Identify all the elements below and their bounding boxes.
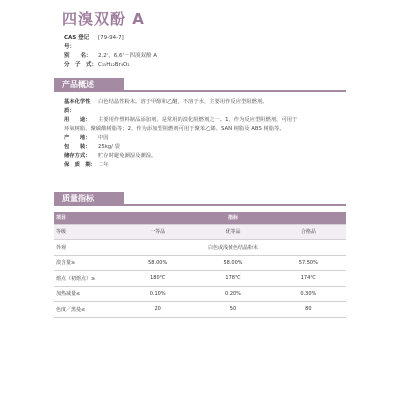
grade-label: 等级: [54, 224, 120, 240]
packaging-value: 25kg/ 袋: [98, 144, 120, 150]
cell: 20: [120, 302, 195, 318]
cell: 50: [195, 302, 270, 318]
section-divider: [54, 90, 346, 92]
overview-row: [64, 116, 344, 125]
table-row: [54, 255, 346, 271]
row-label: 加热减量≤: [54, 286, 120, 302]
overview-block: [64, 98, 344, 170]
alias-label: 别 名：: [64, 53, 92, 59]
overview-row: [64, 152, 344, 161]
quality-heading: 质量指标: [54, 192, 124, 206]
row-label: 溴含量≥: [54, 255, 120, 271]
usage-value-continued: 环氧树脂、聚碳酸树脂等；2、作为添加型阻燃剂可用于聚苯乙烯、SAN 树脂及 ABS 树脂等。: [64, 126, 285, 132]
cell: 174℃: [271, 271, 346, 287]
index-header: 指标: [120, 212, 346, 224]
grade-qualified: 合格品: [271, 224, 346, 240]
grade-superior: 优等品: [195, 224, 270, 240]
storage-value: 贮存时避免潮湿及潮湿。: [98, 153, 157, 159]
cas-row: [64, 34, 157, 52]
alias-row: [64, 52, 157, 61]
property-label: 基本化学性质：: [64, 99, 91, 114]
row-label: 色度／黑曼≤: [54, 302, 120, 318]
table-row: [54, 271, 346, 287]
cell: 0.30%: [271, 286, 346, 302]
item-header: 项目: [54, 212, 120, 224]
appearance-value: 白色或浅黄色结晶粉末: [120, 240, 346, 256]
overview-heading: 产品概述: [54, 78, 124, 92]
quality-section-header: [54, 192, 346, 206]
grade-row: [54, 224, 346, 240]
alias-value: 2,2'，6,6'－四溴双酚 A: [98, 53, 158, 59]
cell: 57.50%: [271, 255, 346, 271]
usage-value: 主要用作塑料制品添加剂，是常用的溴化阻燃剂之一。1、作为反应型阻燃剂，可用于: [98, 117, 298, 123]
identifiers-block: [64, 34, 157, 70]
overview-row: [64, 98, 344, 116]
cell: 180℃: [120, 271, 195, 287]
table-header-row: [54, 212, 346, 224]
property-value: 白色结晶性粉末。溶于甲醇和乙醚，不溶于水，主要用作反应型阻燃剂。: [98, 99, 268, 105]
cell: 0.20%: [195, 286, 270, 302]
formula-row: [64, 61, 157, 70]
overview-row: [64, 134, 344, 143]
cell: 58.00%: [120, 255, 195, 271]
shelf-life-label: 保 质 期：: [64, 162, 96, 168]
origin-value: 中国: [98, 135, 109, 141]
appearance-label: 外观: [54, 240, 120, 256]
cas-value: [79-94-7]: [98, 35, 124, 41]
page-title: 四溴双酚 A: [62, 10, 145, 28]
storage-label: 储存方式：: [64, 153, 91, 159]
formula-value: C₁₅H₁₂Br₄O₂: [98, 62, 130, 68]
cas-label: CAS 登记号：: [64, 35, 90, 50]
cell: 58.00%: [195, 255, 270, 271]
row-label: 熔点（初熔点）≥: [54, 271, 120, 287]
overview-section-header: [54, 78, 346, 92]
table-row: [54, 286, 346, 302]
cell: 80: [271, 302, 346, 318]
cell: 0.10%: [120, 286, 195, 302]
grade-first: 一等品: [120, 224, 195, 240]
packaging-label: 包 装：: [64, 144, 91, 150]
usage-label: 用 途：: [64, 117, 91, 123]
formula-label: 分 子 式：: [64, 62, 98, 68]
quality-table: [54, 212, 346, 318]
overview-row: [64, 125, 344, 134]
overview-row: [64, 143, 344, 152]
section-divider: [54, 204, 346, 206]
cell: 178℃: [195, 271, 270, 287]
appearance-row: [54, 240, 346, 256]
table-row: [54, 302, 346, 318]
origin-label: 产 地：: [64, 135, 91, 141]
shelf-life-value: 二年: [98, 162, 109, 168]
overview-row: [64, 161, 344, 170]
